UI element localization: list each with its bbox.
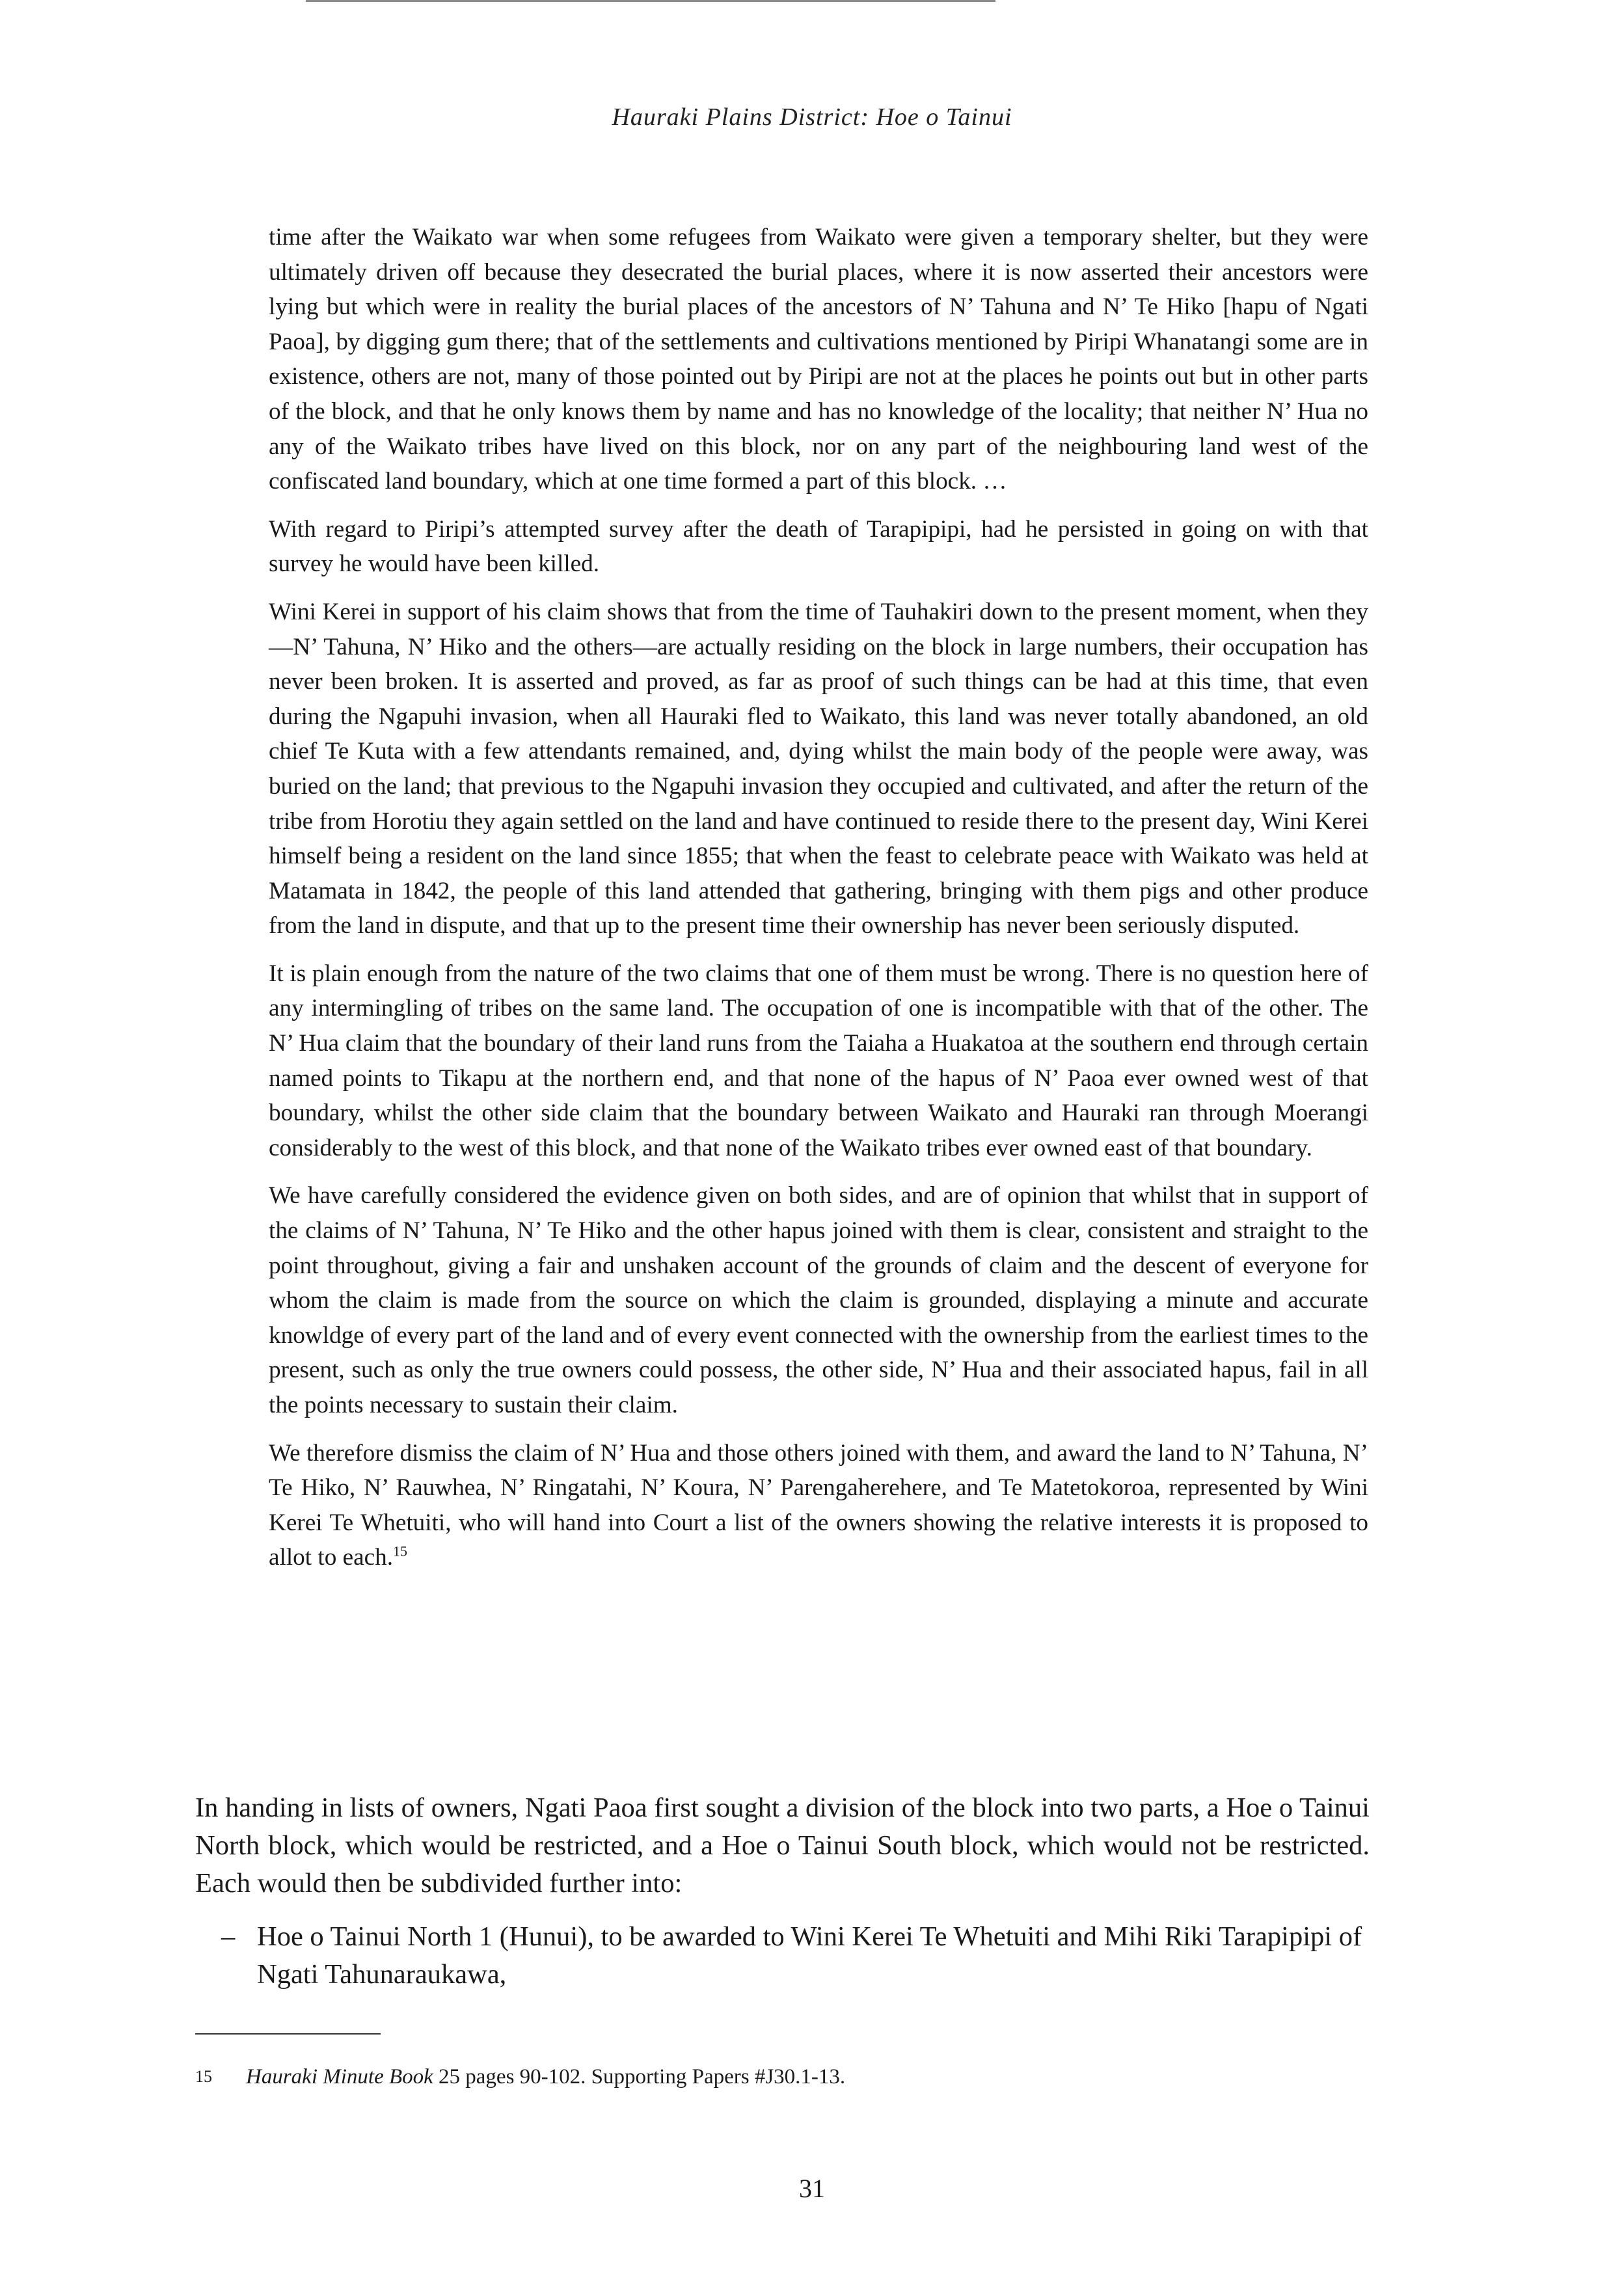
- top-rule: [306, 0, 995, 2]
- body-text: [195, 1789, 1370, 2009]
- page-number: 31: [799, 2174, 825, 2203]
- list-item: [195, 1918, 1370, 1994]
- quote-paragraph-5: We have carefully considered the evidence given on both sides, and are of opinion that whilst that in support of the claims of N’ Tahuna, N’ Te Hiko and the other hapus joined with them is clear, consistent and straight to the point throughout, giving a fair and unshaken account of the grounds of claim and the descent of everyone for whom the claim is made from the source on which the claim is grounded, displaying a minute and accurate knowldge of every part of the land and of every event connected with the ownership from the earliest times to the present, such as only the true owners could possess, the other side, N’ Hua and their associated hapus, fail in all the points necessary to sustain their claim.: [269, 1182, 1368, 1418]
- footnote-reference[interactable]: 15: [393, 1543, 408, 1560]
- running-head: Hauraki Plains District: Hoe o Tainui: [612, 103, 1012, 131]
- list-dash: –: [221, 1921, 236, 1952]
- quote-paragraph-1: time after the Waikato war when some refugees from Waikato were given a temporary shelter, but they were ultimately driven off because they desecrated the burial places, where it is now asserted their ancestors were lying but which were in reality the burial places of the ancestors of N’ Tahuna and N’ Te Hiko [hapu of Ngati Paoa], by digging gum there; that of the settlements and cultivations mentioned by Piripi Whanatangi some are in existence, others are not, many of those pointed out by Piripi are not at the places he points out but in other parts of the block, and that he only knows them by name and has no knowledge of the locality; that neither N’ Hua no any of the Waikato tribes have lived on this block, nor on any part of the neighbouring land west of the confiscated land boundary, which at one time formed a part of this block. …: [269, 224, 1368, 495]
- quote-paragraph-3: Wini Kerei in support of his claim shows that from the time of Tauhakiri down to the present moment, when they—N’ Tahuna, N’ Hiko and the others—are actually residing on the block in large numbers, their occupation has never been broken. It is asserted and proved, as far as proof of such things can be had at this time, that even during the Ngapuhi invasion, when all Hauraki fled to Waikato, this land was never totally abandoned, an old chief Te Kuta with a few attendants remained, and, dying whilst the main body of the people were away, was buried on the land; that previous to the Ngapuhi invasion they occupied and cultivated, and after the return of the tribe from Horotiu they again settled on the land and have continued to reside there to the present day, Wini Kerei himself being a resident on the land since 1855; that when the feast to celebrate peace with Waikato was held at Matamata in 1842, the people of this land attended that gathering, bringing with them pigs and other produce from the land in dispute, and that up to the present time their ownership has never been seriously disputed.: [269, 598, 1368, 940]
- block-quote: [269, 220, 1368, 1588]
- footnote-book-title: Hauraki Minute Book: [246, 2065, 433, 2089]
- quote-paragraph-6-text: We therefore dismiss the claim of N’ Hua and those others joined with them, and award the land to N’ Tahuna, N’ Te Hiko, N’ Rauwhea, N’ Ringatahi, N’ Koura, N’ Parengaherehere, and Te Matetokoroa, represented by Wini Kerei Te Whetuiti, who will hand into Court a list of the owners showing the relative interests it is proposed to allot to each.: [269, 1439, 1368, 1571]
- footnote: [195, 2062, 1366, 2091]
- footnote-rule: [195, 2033, 381, 2035]
- body-paragraph: In handing in lists of owners, Ngati Paoa first sought a division of the block into two parts, a Hoe o Tainui North block, which would be restricted, and a Hoe o Tainui South block, which would not be restricted. Each would then be subdivided further into:: [195, 1792, 1370, 1899]
- quote-paragraph-6: [269, 1436, 1368, 1575]
- list-item-text: Hoe o Tainui North 1 (Hunui), to be awarded to Wini Kerei Te Whetuiti and Mihi Riki Tarapipipi of Ngati Tahunaraukawa,: [257, 1921, 1362, 1990]
- footnote-text: 25 pages 90-102. Supporting Papers #J30.1-13.: [433, 2065, 846, 2089]
- quote-paragraph-2: With regard to Piripi’s attempted survey after the death of Tarapipipi, had he persisted in going on with that survey he would have been killed.: [269, 515, 1368, 578]
- quote-paragraph-4: It is plain enough from the nature of the two claims that one of them must be wrong. There is no question here of any intermingling of tribes on the same land. The occupation of one is incompatible with that of the other. The N’ Hua claim that the boundary of their land runs from the Taiaha a Huakatoa at the southern end through certain named points to Tikapu at the northern end, and that none of the hapus of N’ Paoa ever owned west of that boundary, whilst the other side claim that the boundary between Waikato and Hauraki ran through Moerangi considerably to the west of this block, and that none of the Waikato tribes ever owned east of that boundary.: [269, 960, 1368, 1161]
- footnote-number: 15: [195, 2067, 212, 2086]
